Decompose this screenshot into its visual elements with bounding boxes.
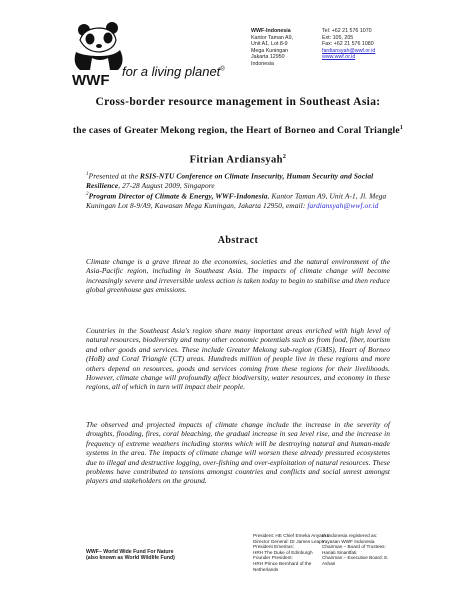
ext: Ext: 105, 205 [322,34,354,41]
contact-info [322,28,375,61]
abstract-paragraph: Climate change is a grave threat to the economies, societies and the natural environment of the Asia-Pacific region, including in Southeast Asia. The impacts of climate change will become increasingly severe and irreversible unless action is taken today to begin to stabilise and then reduce global greenhouse gas emissions. [86,257,390,295]
abstract-paragraph: The observed and projected impacts of climate change include the increase in the severity of droughts, flooding, fires, coral bleaching, the gradual increase in sea level rise, and the increase in frequency of extreme weathers including storms which will be destroying natural and human-made systems in the area. The impacts of climate change will worsen these already pressured ecosystems due to illegal and destructive logging, over-fishing and over-exploitation of natural resources. These problems have contributed to tensions amongst countries and conflicts and social unrest amongst players and stakeholders on the ground. [86,420,390,486]
tagline: for a living planet® [122,64,225,79]
footer-registration: In Indonesia registered as: Yayasan WWF Indonesia Chairman – Board of Trustees: Hariati Sinaritfati Chairman – Executive Board: E. Ashari [322,533,389,566]
footer-org: WWF– World Wide Fund For Nature (also known as World Wildlife Fund) [86,549,175,562]
tel: Tel: +62 21 576 1070 [322,28,372,34]
paper-subtitle: the cases of Greater Mekong region, the Heart of Borneo and Coral Triangle$^1$ [72,125,404,137]
address-line: Indonesia [251,60,274,67]
footer-officers: President: HE Chief Emeka Anyaoku Director General: Dr James Leape President Emeritus: HRH The Duke of Edinburgh Founder President: HRH Prince Bernhard of the Netherlands [253,533,330,572]
author-footnote-mark: 2 [282,154,287,160]
fax: Fax: +62 21 576 1080 [322,41,374,48]
affiliation-1: $^1$Presented at the RSIS-NTU Conference on Climate Insecurity, Human Security and Social Resilience, 27-28 August 2009, Singapore [86,171,374,190]
email-link[interactable]: fardiansyah@wwf.or.id [322,47,376,54]
wwf-panda-logo [70,22,128,88]
author-email-link[interactable]: fardiansyah@wwf.or.id [307,200,379,210]
affiliation-2: $^2$Program Director of Climate & Energy, WWF-Indonesia, Kantor Taman A9, Unit A-1, Jl. Mega Kuningan Lot 8-9/A9, Kawasan Mega Kuningan, Jakarta 12950, email: fardiansyah@wwf.or.id [86,191,387,210]
address-line: Unit A1, Lot 8-9 [251,41,288,48]
paper-title: Cross-border resource management in Southeast Asia: [95,96,381,108]
office-org: WWF-Indonesia [251,28,291,34]
affiliations [86,170,398,210]
subtitle-footnote-mark: 1 [399,125,404,131]
panda-icon [75,22,123,70]
abstract-heading: Abstract [217,235,259,246]
office-address [251,28,293,68]
trademark-mark: ® [220,66,225,73]
address-line: Kantor Taman A9, [251,34,294,41]
address-line: Jakarta 12950 [251,54,285,61]
logo-wordmark: WWF [72,72,110,88]
website-link[interactable]: www.wwf.or.id [322,54,356,61]
address-line: Mega Kuningan [251,47,289,54]
abstract-paragraph: Countries in the Southeast Asia's region share many important areas enriched with high level of natural resources, biodiversity and many other economic potentials such as from food, fiber, tourism and other goods and services. These include Greater Mekong sub-region (GMS), Heart of Borneo (HoB) and Coral Triangle (CT) areas. Hundreds million of people live in these regions and more others depend on resources, goods and services coming from these regions for their livelihoods. However, climate change will profoundly affect biodiversity, water resources, and economy in these regions, all of which in turn will impact their people. [86,326,390,392]
author-name: Fitrian Ardiansyah$^2$ [189,154,287,166]
